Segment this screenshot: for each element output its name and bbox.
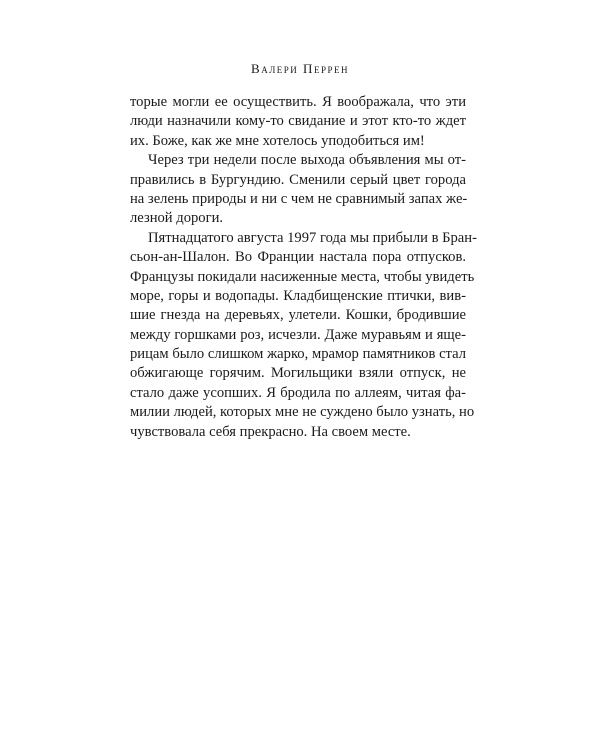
text-line: море, горы и водопады. Кладбищенские птички, вив- — [130, 287, 466, 304]
paragraph-1 — [130, 93, 466, 151]
text-line: люди назначили кому-то свидание и этот кто-то ждет — [130, 113, 466, 130]
text-line: торые могли ее осуществить. Я воображала, что эти — [130, 94, 466, 110]
text-line: стало даже усопших. Я бродила по аллеям, читая фа- — [130, 384, 466, 401]
text-line: между горшками роз, исчезли. Даже муравьям и яще- — [130, 326, 466, 343]
text-line: сьон-ан-Шалон. Во Франции настала пора отпусков. — [130, 249, 466, 266]
text-line: лезной дороги. — [130, 210, 224, 227]
text-line: шие гнезда на деревьях, улетели. Кошки, бродившие — [130, 307, 466, 324]
paragraph-3 — [130, 229, 477, 442]
text-line: обжигающе горячим. Могильщики взяли отпуск, не — [130, 365, 466, 382]
text-line: Пятнадцатого августа 1997 года мы прибыли в Бран- — [148, 229, 477, 246]
text-line: на зелень природы и ни с чем не сравнимый запах же- — [130, 190, 468, 207]
text-line: чувствовала себя прекрасно. На своем месте. — [130, 423, 411, 440]
text-line: Через три недели после выхода объявления мы от- — [148, 152, 466, 169]
text-line: милии людей, которых мне не суждено было узнать, но — [130, 404, 475, 421]
text-line: рицам было слишком жарко, мрамор памятников стал — [130, 346, 466, 363]
running-head: Валери Перрен — [251, 61, 349, 76]
paragraph-2 — [130, 151, 466, 229]
text-line: Французы покидали насиженные места, чтобы увидеть — [130, 268, 475, 285]
text-line: их. Боже, как же мне хотелось уподобиться им! — [130, 132, 425, 149]
text-line: правились в Бургундию. Сменили серый цвет города — [130, 171, 466, 188]
body-text — [130, 93, 477, 442]
